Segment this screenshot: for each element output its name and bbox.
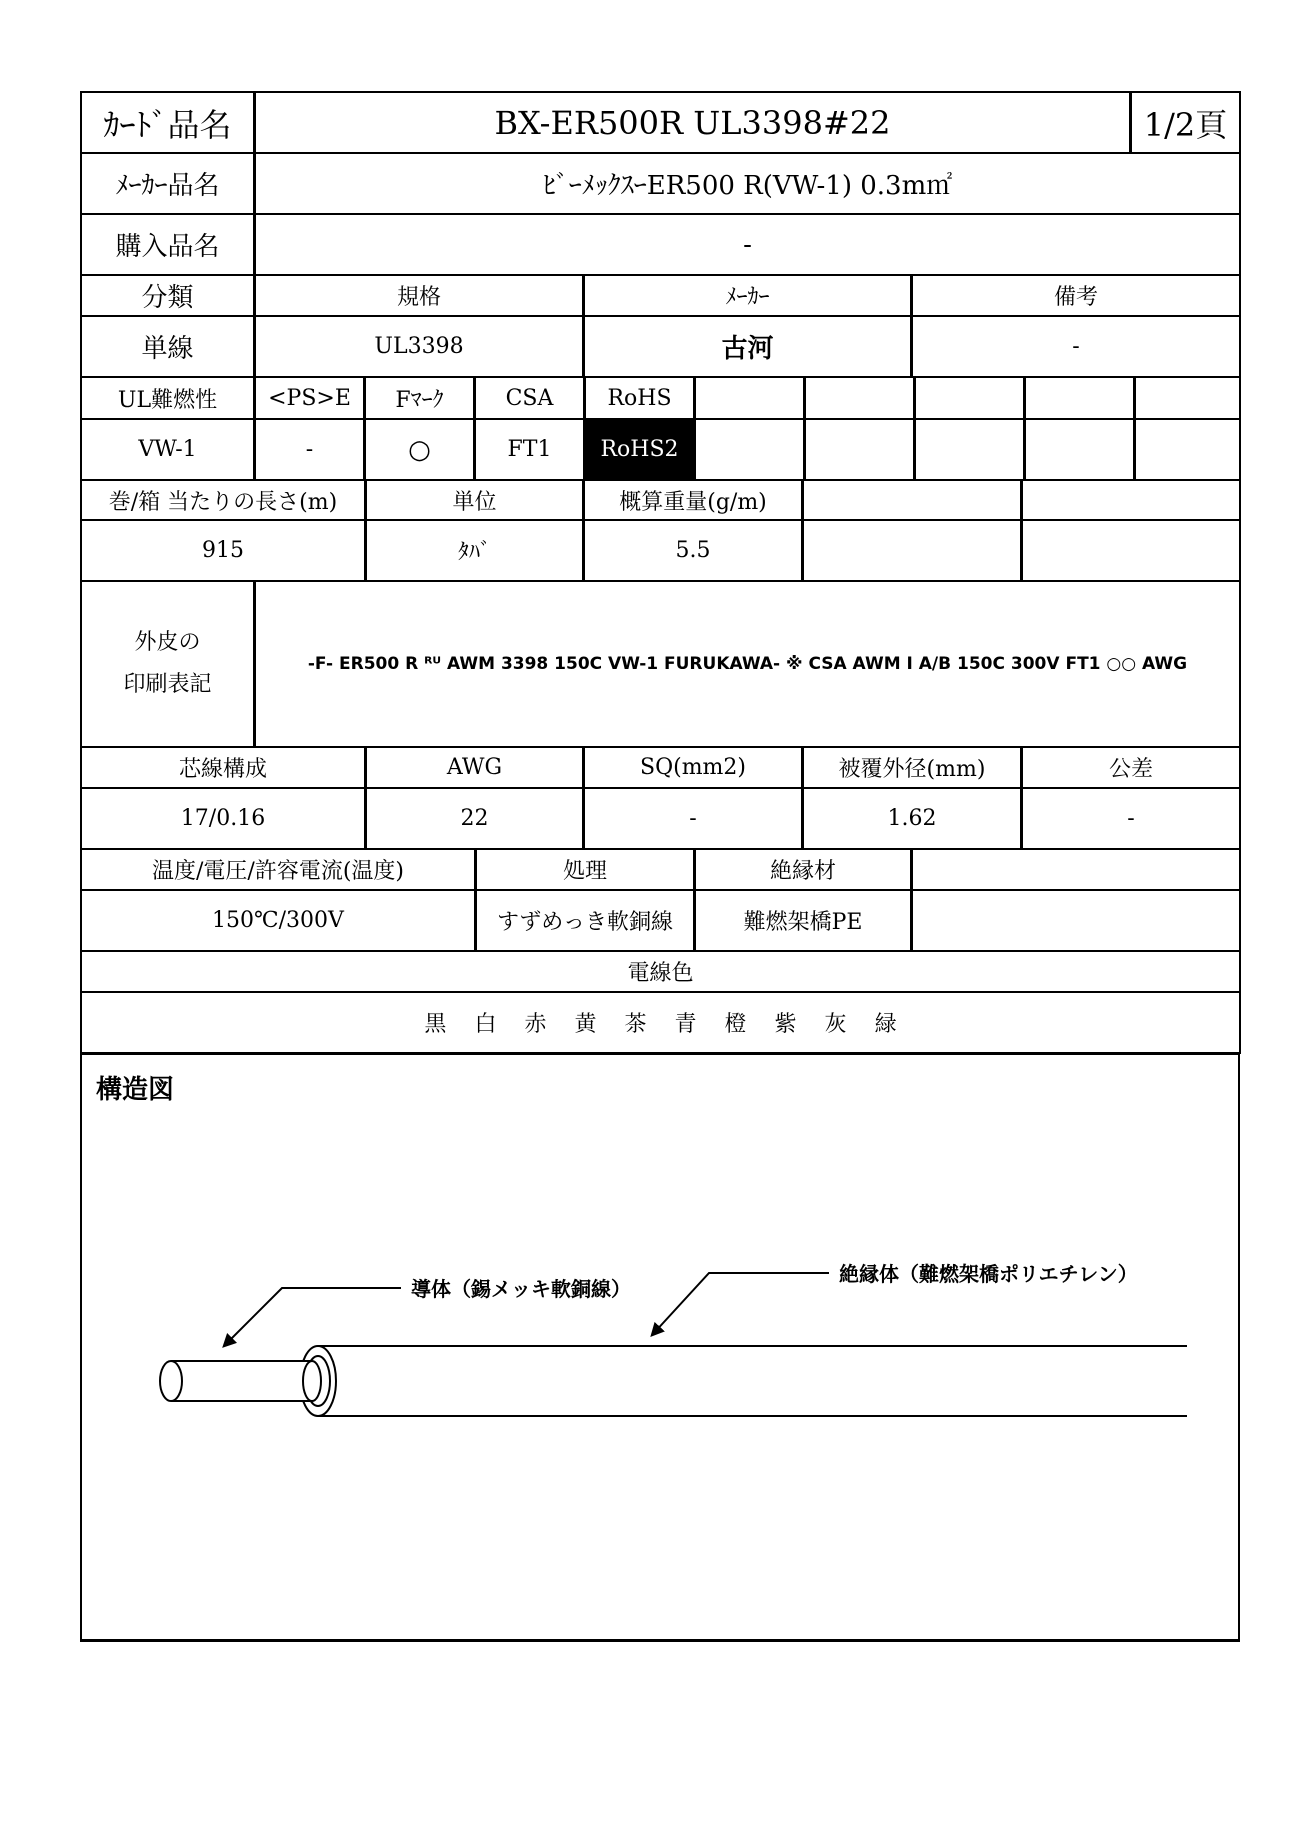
- printing-text: -F- ER500 R ᴿᵁ AWM 3398 150C VW-1 FURUKAWA- ※ CSA AWM I A/B 150C 300V FT1 ○○ AWG: [307, 654, 1188, 674]
- printing-value-cell: [254, 580, 1241, 748]
- structure-title: 構造図: [96, 1075, 175, 1105]
- wire-color: 黄: [574, 1012, 597, 1037]
- pse-header: <PS>E: [254, 376, 365, 420]
- wire-color: 橙: [724, 1012, 747, 1037]
- unit-value: ﾀﾊﾞ: [365, 519, 584, 582]
- wire-color-header-row: [81, 951, 1241, 993]
- wire-structure-drawing: [82, 1055, 1238, 1640]
- rohs-value: RoHS2: [584, 418, 695, 481]
- ratings-header-row: [81, 849, 1241, 891]
- wire-color: 緑: [874, 1012, 897, 1037]
- card-name-row: [81, 92, 1241, 154]
- wire-color: 黒: [424, 1012, 447, 1037]
- classification-value-row: [81, 316, 1241, 378]
- insulation-label: 絶縁体（難燃架橋ポリエチレン）: [839, 1262, 1138, 1286]
- conductor-end-right: [303, 1361, 321, 1401]
- certs-header-row: [81, 377, 1241, 420]
- certs-value-row: [81, 419, 1241, 481]
- packing-header-row: [81, 480, 1241, 521]
- csa-value: FT1: [474, 418, 585, 481]
- blank-cell: [911, 848, 1241, 891]
- wire-color: 灰: [824, 1012, 847, 1037]
- treatment-header: 処理: [475, 848, 695, 891]
- card-name-value: BX-ER500R UL3398#22: [254, 91, 1131, 154]
- wire-color: 茶: [624, 1012, 647, 1037]
- maker-value: 古河: [583, 315, 912, 378]
- ul-flame-value: VW-1: [80, 418, 255, 481]
- wire-color: 紫: [774, 1012, 797, 1037]
- outer-diameter-value: 1.62: [802, 787, 1022, 850]
- wire-color-header: 電線色: [80, 950, 1241, 993]
- standard-value: UL3398: [254, 315, 584, 378]
- blank-cell: [804, 376, 915, 420]
- conductor-leader-arrow: [225, 1288, 401, 1345]
- f-mark-header: Fﾏｰｸ: [364, 376, 475, 420]
- conductor-label: 導体（錫メッキ軟銅線）: [411, 1277, 631, 1301]
- purchase-name-row: [81, 214, 1241, 276]
- length-per-reel-header: 巻/箱 当たりの長さ(m): [80, 479, 366, 521]
- wire-color: 青: [674, 1012, 697, 1037]
- purchase-name-value: -: [254, 213, 1241, 276]
- csa-header: CSA: [474, 376, 585, 420]
- weight-header: 概算重量(g/m): [583, 479, 803, 521]
- construction-header-row: [81, 747, 1241, 789]
- weight-value: 5.5: [583, 519, 803, 582]
- wire-color: 白: [474, 1012, 497, 1037]
- classification-header: 分類: [80, 274, 255, 317]
- strand-header: 芯線構成: [80, 746, 366, 789]
- blank-cell: [802, 479, 1022, 521]
- outer-diameter-header: 被覆外径(mm): [802, 746, 1022, 789]
- remarks-value: -: [911, 315, 1241, 378]
- awg-value: 22: [365, 787, 584, 850]
- blank-cell: [694, 376, 805, 420]
- blank-cell: [1021, 519, 1241, 582]
- maker-name-row: [81, 153, 1241, 215]
- maker-header: ﾒｰｶｰ: [583, 274, 912, 317]
- blank-cell: [911, 889, 1241, 952]
- blank-cell: [804, 418, 915, 481]
- sq-header: SQ(mm2): [583, 746, 803, 789]
- strand-value: 17/0.16: [80, 787, 366, 850]
- wire-color-list: [80, 991, 1241, 1054]
- rating-header: 温度/電圧/許容電流(温度): [80, 848, 476, 891]
- remarks-header: 備考: [911, 274, 1241, 317]
- rating-value: 150℃/300V: [80, 889, 476, 952]
- printing-label: [80, 580, 255, 748]
- maker-name-label: ﾒｰｶｰ品名: [80, 152, 255, 215]
- page-indicator: 1/2頁: [1130, 91, 1241, 154]
- ratings-value-row: [81, 890, 1241, 952]
- blank-cell: [1024, 376, 1135, 420]
- blank-cell: [1021, 479, 1241, 521]
- rohs-header: RoHS: [584, 376, 695, 420]
- insulation-header: 絶縁材: [694, 848, 912, 891]
- conductor-end-left: [160, 1361, 182, 1401]
- blank-cell: [694, 418, 805, 481]
- card-name-label: ｶｰﾄﾞ品名: [80, 91, 255, 154]
- printing-label-line2: 印刷表記: [123, 672, 212, 697]
- blank-cell: [1134, 376, 1241, 420]
- classification-value: 単線: [80, 315, 255, 378]
- awg-header: AWG: [365, 746, 584, 789]
- ul-flame-header: UL難燃性: [80, 376, 255, 420]
- blank-cell: [914, 376, 1025, 420]
- tolerance-value: -: [1021, 787, 1241, 850]
- blank-cell: [1024, 418, 1135, 481]
- f-mark-value: ○: [364, 418, 475, 481]
- treatment-value: すずめっき軟銅線: [475, 889, 695, 952]
- bottom-double-rule: [80, 1639, 1240, 1642]
- length-per-reel-value: 915: [80, 519, 366, 582]
- insulation-value: 難燃架橋PE: [694, 889, 912, 952]
- blank-cell: [1134, 418, 1241, 481]
- packing-value-row: [81, 520, 1241, 582]
- sq-value: -: [583, 787, 803, 850]
- printing-row: [81, 581, 1241, 748]
- blank-cell: [914, 418, 1025, 481]
- tolerance-header: 公差: [1021, 746, 1241, 789]
- purchase-name-label: 購入品名: [80, 213, 255, 276]
- wire-color: 赤: [524, 1012, 547, 1037]
- wire-color-value-row: [81, 992, 1241, 1054]
- standard-header: 規格: [254, 274, 584, 317]
- unit-header: 単位: [365, 479, 584, 521]
- pse-value: -: [254, 418, 365, 481]
- printing-label-line1: 外皮の: [134, 630, 201, 655]
- structure-diagram: [80, 1053, 1240, 1642]
- classification-header-row: [81, 275, 1241, 317]
- construction-value-row: [81, 788, 1241, 850]
- maker-name-value: ﾋﾞｰﾒｯｸｽｰER500 R(VW-1) 0.3m㎡: [254, 152, 1241, 215]
- insulation-leader-arrow: [653, 1273, 829, 1334]
- blank-cell: [802, 519, 1022, 582]
